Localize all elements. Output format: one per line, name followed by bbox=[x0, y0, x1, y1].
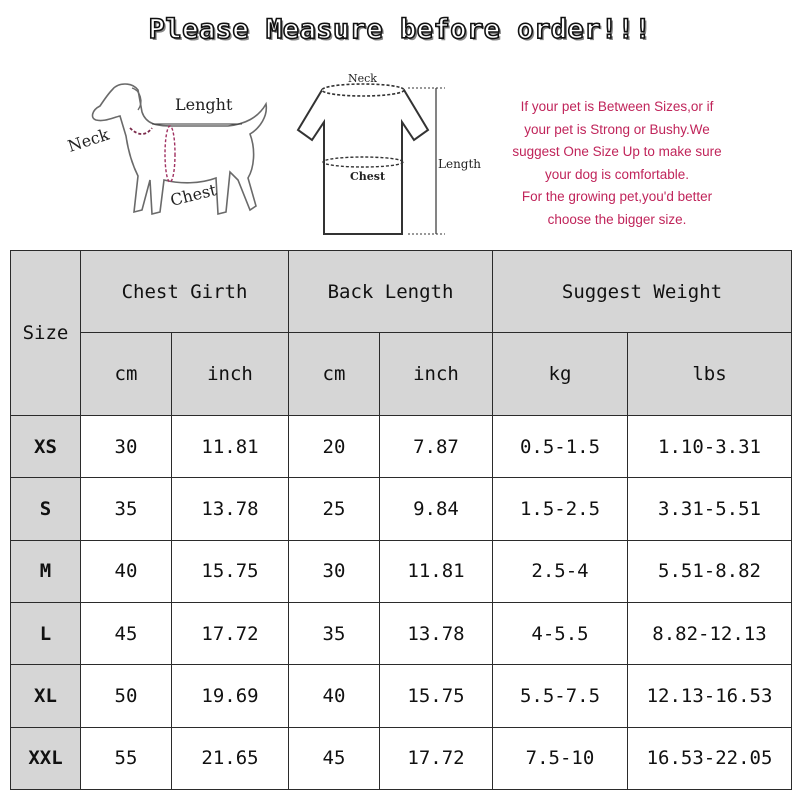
weight-kg-cell: 7.5-10 bbox=[493, 727, 628, 789]
chest-inch-cell: 21.65 bbox=[172, 727, 289, 789]
back-cm-cell: 35 bbox=[289, 602, 380, 664]
weight-lbs-cell: 16.53-22.05 bbox=[628, 727, 792, 789]
size-cell: S bbox=[11, 478, 81, 540]
back-cm-cell: 45 bbox=[289, 727, 380, 789]
weight-lbs-cell: 8.82-12.13 bbox=[628, 602, 792, 664]
table-row bbox=[11, 540, 792, 602]
dog-silhouette-icon bbox=[60, 72, 285, 242]
size-cell: L bbox=[11, 602, 81, 664]
weight-kg-cell: 1.5-2.5 bbox=[493, 478, 628, 540]
back-cm-cell: 20 bbox=[289, 415, 380, 477]
chest-inch-cell: 17.72 bbox=[172, 602, 289, 664]
table-row bbox=[11, 727, 792, 789]
suggest-weight-header: Suggest Weight bbox=[493, 251, 792, 333]
unit-header: cm bbox=[289, 333, 380, 415]
table-units-row bbox=[11, 333, 792, 415]
back-inch-cell: 9.84 bbox=[380, 478, 493, 540]
chest-cm-cell: 55 bbox=[81, 727, 172, 789]
page-title: Please Measure before order!!! bbox=[148, 14, 652, 45]
chest-cm-cell: 30 bbox=[81, 415, 172, 477]
advice-line: If your pet is Between Sizes,or if bbox=[520, 99, 714, 114]
weight-lbs-cell: 1.10-3.31 bbox=[628, 415, 792, 477]
advice-line: your dog is comfortable. bbox=[544, 166, 690, 182]
chest-cm-cell: 45 bbox=[81, 602, 172, 664]
back-cm-cell: 40 bbox=[289, 665, 380, 727]
advice-line: suggest One Size Up to make sure bbox=[512, 144, 722, 159]
weight-kg-cell: 2.5-4 bbox=[493, 540, 628, 602]
weight-lbs-cell: 12.13-16.53 bbox=[628, 665, 792, 727]
weight-lbs-cell: 5.51-8.82 bbox=[628, 540, 792, 602]
size-chart-table bbox=[10, 250, 792, 790]
advice-line: For the growing pet,you'd better bbox=[521, 189, 713, 204]
unit-header: kg bbox=[493, 333, 628, 415]
unit-header: cm bbox=[81, 333, 172, 415]
advice-line: your pet is Strong or Bushy.We bbox=[524, 121, 710, 137]
shirt-outline-icon bbox=[290, 64, 490, 244]
dog-chest-label: Chest bbox=[168, 180, 219, 210]
size-column-header: Size bbox=[11, 251, 81, 416]
shirt-length-label: Length bbox=[438, 157, 482, 171]
back-inch-cell: 15.75 bbox=[380, 665, 493, 727]
back-cm-cell: 25 bbox=[289, 478, 380, 540]
shirt-neck-label: Neck bbox=[348, 72, 377, 85]
chest-inch-cell: 15.75 bbox=[172, 540, 289, 602]
size-cell: XXL bbox=[11, 727, 81, 789]
back-inch-cell: 7.87 bbox=[380, 415, 493, 477]
chest-inch-cell: 19.69 bbox=[172, 665, 289, 727]
weight-kg-cell: 4-5.5 bbox=[493, 602, 628, 664]
table-row bbox=[11, 478, 792, 540]
size-cell: XL bbox=[11, 665, 81, 727]
chest-girth-header: Chest Girth bbox=[81, 251, 289, 333]
back-inch-cell: 17.72 bbox=[380, 727, 493, 789]
table-row bbox=[11, 602, 792, 664]
back-cm-cell: 30 bbox=[289, 540, 380, 602]
dog-measurement-illustration bbox=[60, 72, 285, 242]
back-inch-cell: 11.81 bbox=[380, 540, 493, 602]
shirt-chest-label: Chest bbox=[350, 170, 386, 183]
chest-inch-cell: 11.81 bbox=[172, 415, 289, 477]
chest-cm-cell: 40 bbox=[81, 540, 172, 602]
back-inch-cell: 13.78 bbox=[380, 602, 493, 664]
dog-neck-label: Neck bbox=[65, 124, 112, 156]
unit-header: inch bbox=[172, 333, 289, 415]
dog-length-label: Lenght bbox=[175, 95, 233, 114]
weight-lbs-cell: 3.31-5.51 bbox=[628, 478, 792, 540]
shirt-measurement-illustration bbox=[290, 64, 490, 244]
unit-header: lbs bbox=[628, 333, 792, 415]
sizing-advice bbox=[492, 96, 742, 231]
chest-cm-cell: 35 bbox=[81, 478, 172, 540]
chest-inch-cell: 13.78 bbox=[172, 478, 289, 540]
back-length-header: Back Length bbox=[289, 251, 493, 333]
advice-line: choose the bigger size. bbox=[547, 211, 687, 227]
chest-cm-cell: 50 bbox=[81, 665, 172, 727]
table-row bbox=[11, 665, 792, 727]
table-header-row bbox=[11, 251, 792, 333]
weight-kg-cell: 0.5-1.5 bbox=[493, 415, 628, 477]
unit-header: inch bbox=[380, 333, 493, 415]
size-cell: XS bbox=[11, 415, 81, 477]
size-cell: M bbox=[11, 540, 81, 602]
weight-kg-cell: 5.5-7.5 bbox=[493, 665, 628, 727]
table-row bbox=[11, 415, 792, 477]
